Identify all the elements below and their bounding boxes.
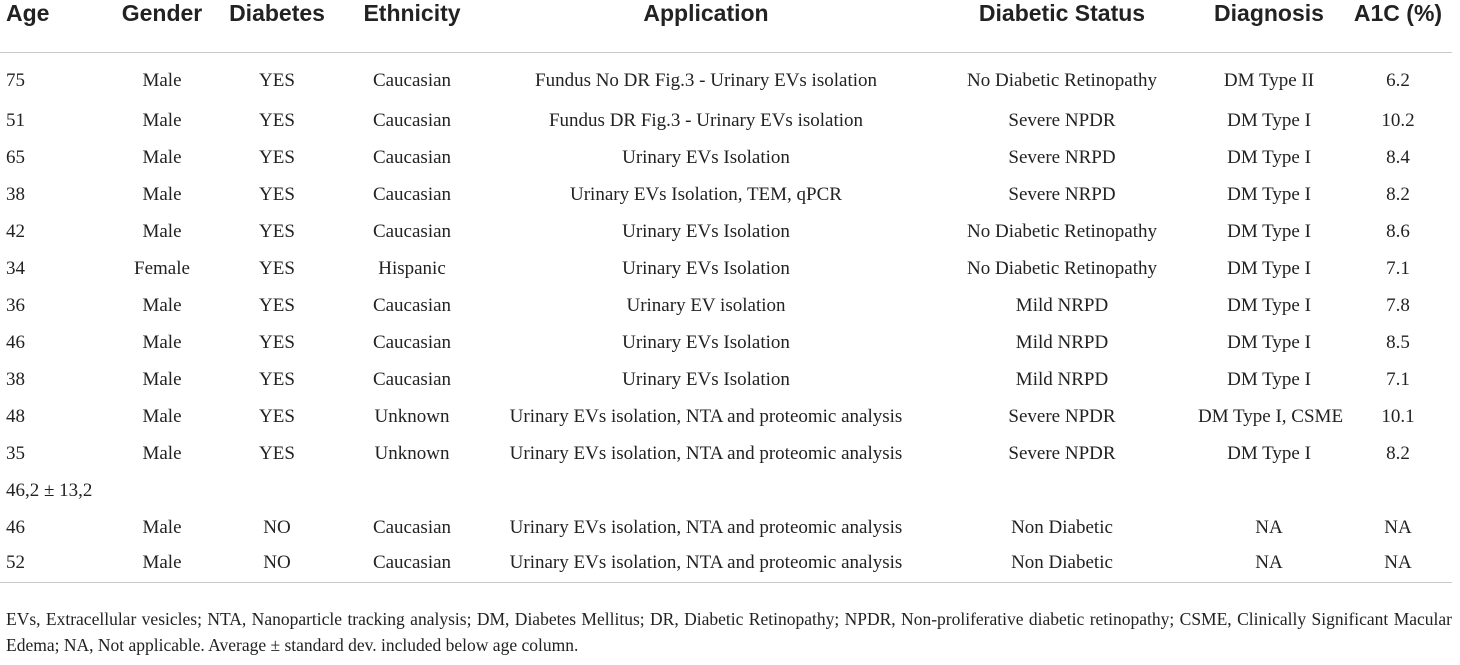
cell-age: 65 — [6, 146, 25, 168]
cell-diagnosis: DM Type I — [1227, 294, 1311, 316]
cell-diagnosis: DM Type I — [1227, 257, 1311, 279]
table-row — [0, 398, 1452, 435]
cell-ethnicity: Unknown — [374, 442, 450, 464]
cell-a1c: 10.2 — [1381, 109, 1415, 131]
cell-ethnicity: Caucasian — [372, 368, 452, 390]
cell-diabetic-status: Non Diabetic — [1011, 516, 1113, 538]
cell-diabetic-status: Mild NRPD — [1015, 368, 1109, 390]
cell-a1c: 8.2 — [1386, 183, 1410, 205]
cell-age: 48 — [6, 405, 25, 427]
cell-diabetes: YES — [259, 109, 295, 131]
table-row — [0, 176, 1452, 213]
cell-a1c: 8.2 — [1386, 442, 1410, 464]
table-row — [0, 509, 1452, 546]
cell-age: 46,2 ± 13,2 — [6, 479, 93, 501]
cell-diagnosis: DM Type I — [1227, 442, 1311, 464]
cell-diabetes: YES — [259, 294, 295, 316]
cell-ethnicity — [342, 472, 482, 509]
header-gender: Gender — [121, 0, 203, 26]
cell-gender: Male — [142, 442, 182, 464]
header-ethnicity: Ethnicity — [363, 0, 461, 26]
cell-diabetes: YES — [259, 146, 295, 168]
cell-diagnosis: DM Type II — [1223, 69, 1315, 91]
cell-age: 35 — [6, 442, 25, 464]
table-row — [0, 435, 1452, 472]
cell-diabetic-status: Non Diabetic — [1011, 552, 1113, 573]
cell-diabetes: YES — [259, 442, 295, 464]
table-row — [0, 53, 1452, 103]
cell-diabetic-status: Severe NPDR — [1008, 109, 1116, 131]
cell-gender: Male — [142, 294, 182, 316]
cell-application: Urinary EVs isolation, NTA and proteomic analysis — [509, 552, 903, 573]
cell-diabetes — [212, 472, 342, 509]
cell-application: Fundus No DR Fig.3 - Urinary EVs isolation — [535, 69, 877, 91]
table-row — [0, 139, 1452, 176]
table-row — [0, 472, 1452, 509]
header-diagnosis: Diagnosis — [1214, 0, 1324, 26]
cell-diabetes: YES — [259, 257, 295, 279]
cell-diabetic-status: Severe NPDR — [1008, 405, 1116, 427]
cell-diagnosis — [1194, 472, 1344, 509]
cell-ethnicity: Hispanic — [378, 257, 446, 279]
cell-age: 36 — [6, 294, 25, 316]
cell-diabetic-status: Severe NRPD — [1008, 146, 1116, 168]
cell-diagnosis: DM Type I — [1227, 220, 1311, 242]
cell-age: 38 — [6, 368, 25, 390]
cell-diagnosis: DM Type I — [1227, 331, 1311, 353]
cell-diabetes: YES — [259, 220, 295, 242]
cell-diabetic-status: No Diabetic Retinopathy — [967, 220, 1157, 242]
cell-diabetes: YES — [259, 69, 295, 91]
table-row — [0, 361, 1452, 398]
cell-a1c — [1344, 472, 1452, 509]
cell-ethnicity: Caucasian — [372, 331, 452, 353]
cell-age: 46 — [6, 516, 25, 538]
cell-diabetic-status: Severe NPDR — [1008, 442, 1116, 464]
header-diabetes: Diabetes — [229, 0, 325, 26]
cell-diagnosis: DM Type I — [1227, 368, 1311, 390]
header-age: Age — [6, 0, 50, 26]
cell-application: Urinary EVs Isolation — [622, 220, 790, 242]
table-row — [0, 102, 1452, 139]
cell-gender: Male — [142, 146, 182, 168]
cell-application — [482, 472, 930, 509]
table-body — [0, 53, 1452, 583]
cell-age: 52 — [6, 552, 25, 573]
cell-age: 46 — [6, 331, 25, 353]
table-row — [0, 546, 1452, 583]
cell-a1c: 8.5 — [1386, 331, 1410, 353]
cell-age: 34 — [6, 257, 25, 279]
cell-ethnicity: Caucasian — [372, 69, 452, 91]
cell-a1c: NA — [1384, 516, 1412, 538]
cell-diagnosis: DM Type I, CSME — [1198, 405, 1344, 427]
cell-gender: Male — [142, 183, 182, 205]
cell-gender: Male — [142, 220, 182, 242]
cell-gender — [112, 472, 212, 509]
cell-a1c: 7.1 — [1386, 368, 1410, 390]
cell-diabetic-status: Mild NRPD — [1015, 331, 1109, 353]
cell-diagnosis: DM Type I — [1227, 109, 1311, 131]
cell-gender: Male — [142, 69, 182, 91]
cell-diagnosis: DM Type I — [1227, 183, 1311, 205]
cell-a1c: NA — [1384, 552, 1412, 573]
cell-diagnosis: DM Type I — [1227, 146, 1311, 168]
cell-application: Urinary EVs isolation, NTA and proteomic analysis — [509, 516, 903, 538]
cell-age: 75 — [6, 69, 25, 91]
cell-diagnosis: NA — [1255, 552, 1283, 573]
cell-gender: Male — [142, 331, 182, 353]
cell-application: Urinary EVs Isolation — [622, 146, 790, 168]
cell-application: Urinary EV isolation — [626, 294, 786, 316]
cell-diabetes: YES — [259, 405, 295, 427]
cell-diabetes: YES — [259, 183, 295, 205]
cell-age: 42 — [6, 220, 25, 242]
cell-application: Urinary EVs Isolation, TEM, qPCR — [570, 183, 842, 205]
table-row — [0, 250, 1452, 287]
cell-gender: Female — [134, 257, 190, 279]
cell-gender: Male — [142, 552, 182, 573]
cell-application: Fundus DR Fig.3 - Urinary EVs isolation — [548, 109, 864, 131]
cell-a1c: 10.1 — [1381, 405, 1415, 427]
cell-ethnicity: Caucasian — [372, 109, 452, 131]
table-row — [0, 324, 1452, 361]
cell-age: 51 — [6, 109, 25, 131]
cell-a1c: 7.1 — [1386, 257, 1410, 279]
cell-diagnosis: NA — [1255, 516, 1283, 538]
cell-application: Urinary EVs Isolation — [622, 257, 790, 279]
cell-ethnicity: Caucasian — [372, 516, 452, 538]
cell-application: Urinary EVs Isolation — [622, 368, 790, 390]
cell-diabetic-status: Mild NRPD — [1015, 294, 1109, 316]
cell-diabetic-status — [930, 472, 1194, 509]
cell-diabetes: YES — [259, 331, 295, 353]
table-footnote: EVs, Extracellular vesicles; NTA, Nanoparticle tracking analysis; DM, Diabetes Mellitus; DR, Diabetic Retinopathy; NPDR, Non-proliferative diabetic retinopathy; CSME, Clinically Significant Macular Edema; NA, Not applicable. Average ± standard dev. included below age column. — [6, 609, 1452, 655]
cell-a1c: 8.4 — [1386, 146, 1410, 168]
table-row — [0, 287, 1452, 324]
header-application: Application — [643, 0, 769, 26]
cell-age: 38 — [6, 183, 25, 205]
cell-diabetic-status: No Diabetic Retinopathy — [967, 257, 1157, 279]
cell-gender: Male — [142, 368, 182, 390]
cell-diabetes: NO — [263, 516, 291, 538]
cell-application: Urinary EVs isolation, NTA and proteomic analysis — [509, 405, 903, 427]
cell-diabetes: NO — [263, 552, 291, 573]
header-a1c: A1C (%) — [1353, 0, 1443, 26]
cell-ethnicity: Unknown — [374, 405, 450, 427]
cell-a1c: 8.6 — [1386, 220, 1410, 242]
cell-a1c: 6.2 — [1386, 69, 1410, 91]
cell-gender: Male — [142, 516, 182, 538]
cell-gender: Male — [142, 405, 182, 427]
cell-diabetic-status: No Diabetic Retinopathy — [967, 69, 1157, 91]
cell-ethnicity: Caucasian — [372, 552, 452, 573]
cell-ethnicity: Caucasian — [372, 294, 452, 316]
table-header-row — [0, 0, 1452, 53]
cell-diabetes: YES — [259, 368, 295, 390]
header-diabetic-status: Diabetic Status — [978, 0, 1146, 26]
cell-a1c: 7.8 — [1386, 294, 1410, 316]
cell-ethnicity: Caucasian — [372, 183, 452, 205]
table-row — [0, 213, 1452, 250]
cell-gender: Male — [142, 109, 182, 131]
cell-ethnicity: Caucasian — [372, 220, 452, 242]
cell-application: Urinary EVs Isolation — [622, 331, 790, 353]
cell-diabetic-status: Severe NRPD — [1008, 183, 1116, 205]
cell-ethnicity: Caucasian — [372, 146, 452, 168]
cell-application: Urinary EVs isolation, NTA and proteomic analysis — [509, 442, 903, 464]
